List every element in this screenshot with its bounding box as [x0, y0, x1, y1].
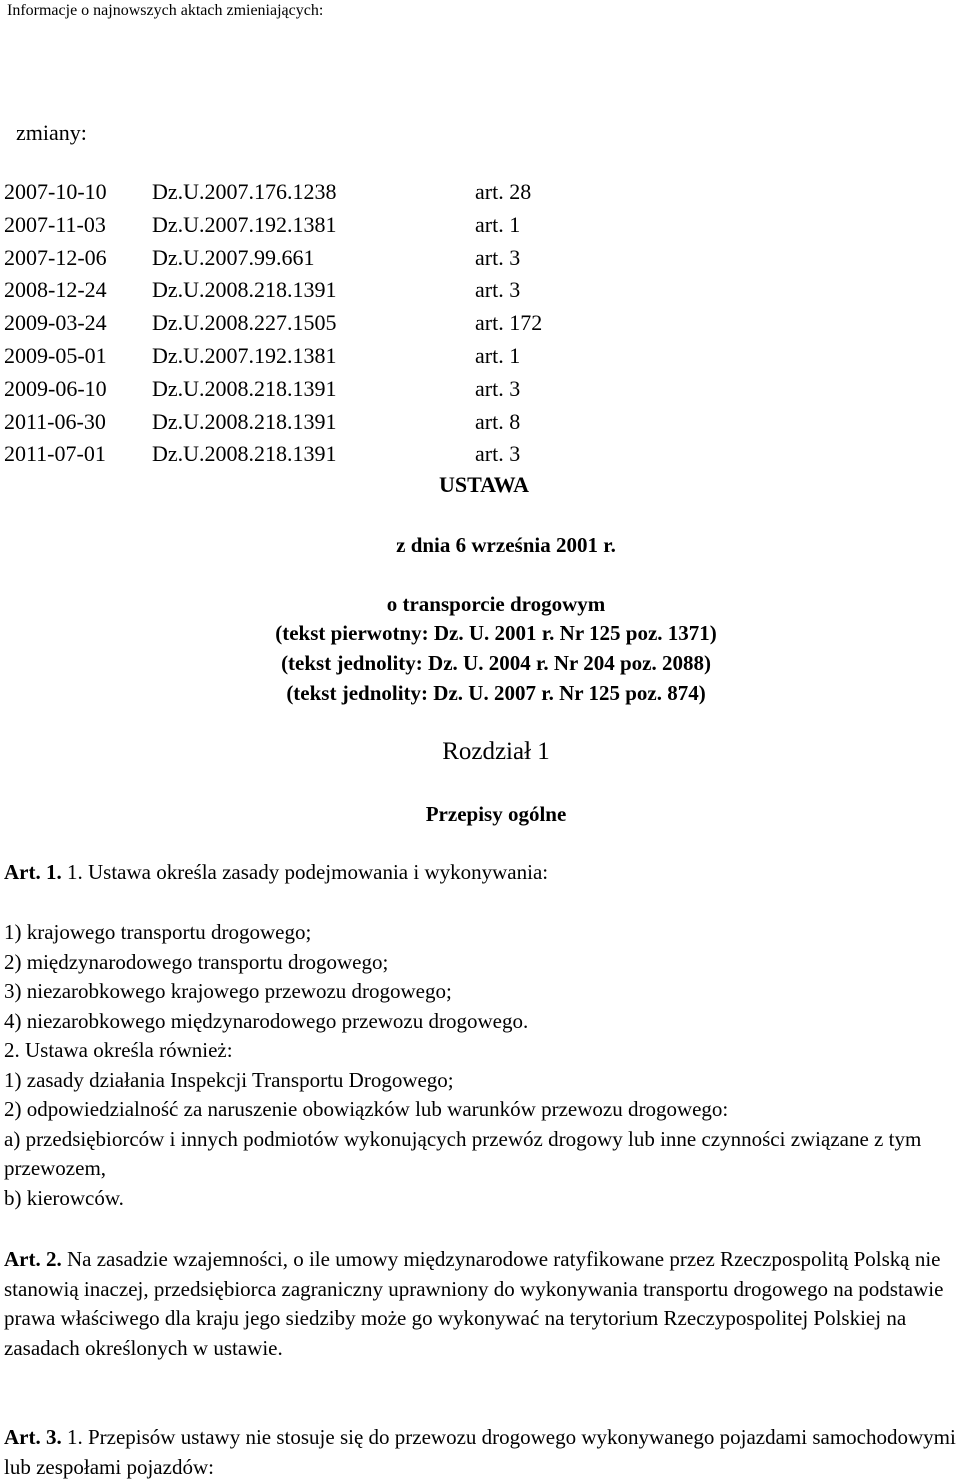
change-row [4, 209, 604, 242]
text-original-ref: (tekst pierwotny: Dz. U. 2001 r. Nr 125 poz. 1371) [275, 621, 717, 645]
change-ref: Dz.U.2008.218.1391 [152, 375, 337, 401]
art1-paragraph-1 [4, 858, 956, 888]
change-row [4, 373, 604, 406]
list-item: 1) zasady działania Inspekcji Transportu Drogowego; [4, 1067, 454, 1092]
art1-p2-intro: 2. Ustawa określa również: [4, 1038, 233, 1062]
change-date: 2007-11-03 [4, 211, 106, 237]
change-ref: Dz.U.2007.192.1381 [152, 211, 337, 237]
list-item: 4) niezarobkowego międzynarodowego przewozu drogowego. [4, 1008, 529, 1033]
change-art: art. 3 [475, 441, 521, 467]
change-ref: Dz.U.2008.218.1391 [152, 408, 337, 434]
change-art: art. 172 [475, 310, 543, 336]
change-date: 2011-07-01 [4, 441, 106, 467]
art2-text: Na zasadzie wzajemności, o ile umowy międzynarodowe ratyfikowane przez Rzeczpospolitą Polską nie stanowią inaczej, przedsiębiorca zagraniczny uprawniony do wykonywania transportu drogowego na podstawie prawa właściwego dla kraju jego siedziby może go wykonywać na terytorium Rzeczypospolitej Polskiej na zasadach określonych w ustawie. [4, 1247, 944, 1360]
chapter-title: Przepisy ogólne [425, 802, 567, 826]
text-consolidated-ref-2: (tekst jednolity: Dz. U. 2007 r. Nr 125 poz. 874) [286, 681, 706, 705]
art1-p1-intro: 1. Ustawa określa zasady podejmowania i wykonywania: [61, 860, 549, 884]
change-ref: Dz.U.2007.192.1381 [152, 342, 337, 368]
change-row [4, 274, 604, 307]
list-item: a) przedsiębiorców i innych podmiotów wykonujących przewóz drogowy lub inne czynności związane z tym przewozem, [4, 1126, 922, 1180]
change-art: art. 8 [475, 408, 521, 434]
chapter-number: Rozdział 1 [442, 738, 550, 765]
art3-text: 1. Przepisów ustawy nie stosuje się do przewozu drogowego wykonywanego pojazdami samochodowymi lub zespołami pojazdów: [4, 1425, 956, 1479]
act-subject: o transporcie drogowym [386, 592, 606, 616]
changes-list [4, 176, 604, 471]
change-row [4, 340, 604, 373]
header-note: Informacje o najnowszych aktach zmieniających: [7, 2, 324, 19]
list-item: 3) niezarobkowego krajowego przewozu drogowego; [4, 979, 452, 1003]
art3-label: Art. 3. [4, 1425, 62, 1449]
change-date: 2008-12-24 [4, 277, 107, 303]
list-item: 2) odpowiedzialność za naruszenie obowiązków lub warunków przewozu drogowego: [4, 1097, 729, 1121]
list-item: 1) krajowego transportu drogowego; [4, 920, 312, 944]
article-1 [4, 858, 956, 888]
change-art: art. 3 [475, 277, 521, 303]
act-type: USTAWA [438, 472, 530, 497]
art1-p1-list [4, 918, 956, 1213]
change-ref: Dz.U.2008.227.1505 [152, 310, 337, 336]
text-consolidated-ref-1: (tekst jednolity: Dz. U. 2004 r. Nr 204 poz. 2088) [281, 651, 711, 675]
change-ref: Dz.U.2008.218.1391 [152, 441, 337, 467]
change-date: 2009-06-10 [4, 375, 107, 401]
art3-paragraph [4, 1423, 956, 1482]
change-row [4, 438, 604, 471]
article-3 [4, 1423, 956, 1482]
act-date: z dnia 6 września 2001 r. [396, 533, 616, 557]
change-date: 2007-12-06 [4, 244, 107, 270]
change-art: art. 3 [475, 244, 521, 270]
change-date: 2007-10-10 [4, 179, 107, 204]
change-art: art. 1 [475, 211, 521, 237]
list-item: 2) międzynarodowego transportu drogowego; [4, 949, 389, 974]
change-row [4, 406, 604, 439]
change-art: art. 3 [475, 375, 521, 401]
change-row [4, 307, 604, 340]
change-row [4, 242, 604, 275]
change-date: 2009-05-01 [4, 342, 107, 368]
art1-label: Art. 1. [4, 860, 62, 884]
art2-paragraph [4, 1245, 956, 1363]
list-item: b) kierowców. [4, 1185, 124, 1210]
change-ref: Dz.U.2008.218.1391 [152, 277, 337, 303]
change-ref: Dz.U.2007.99.661 [152, 244, 315, 270]
art2-label: Art. 2. [4, 1247, 62, 1271]
change-row [4, 176, 604, 209]
change-ref: Dz.U.2007.176.1238 [152, 179, 337, 204]
changes-label: zmiany: [16, 120, 87, 145]
change-art: art. 1 [475, 342, 521, 368]
change-art: art. 28 [475, 179, 532, 204]
article-2 [4, 1245, 956, 1363]
change-date: 2011-06-30 [4, 408, 106, 434]
change-date: 2009-03-24 [4, 310, 107, 336]
